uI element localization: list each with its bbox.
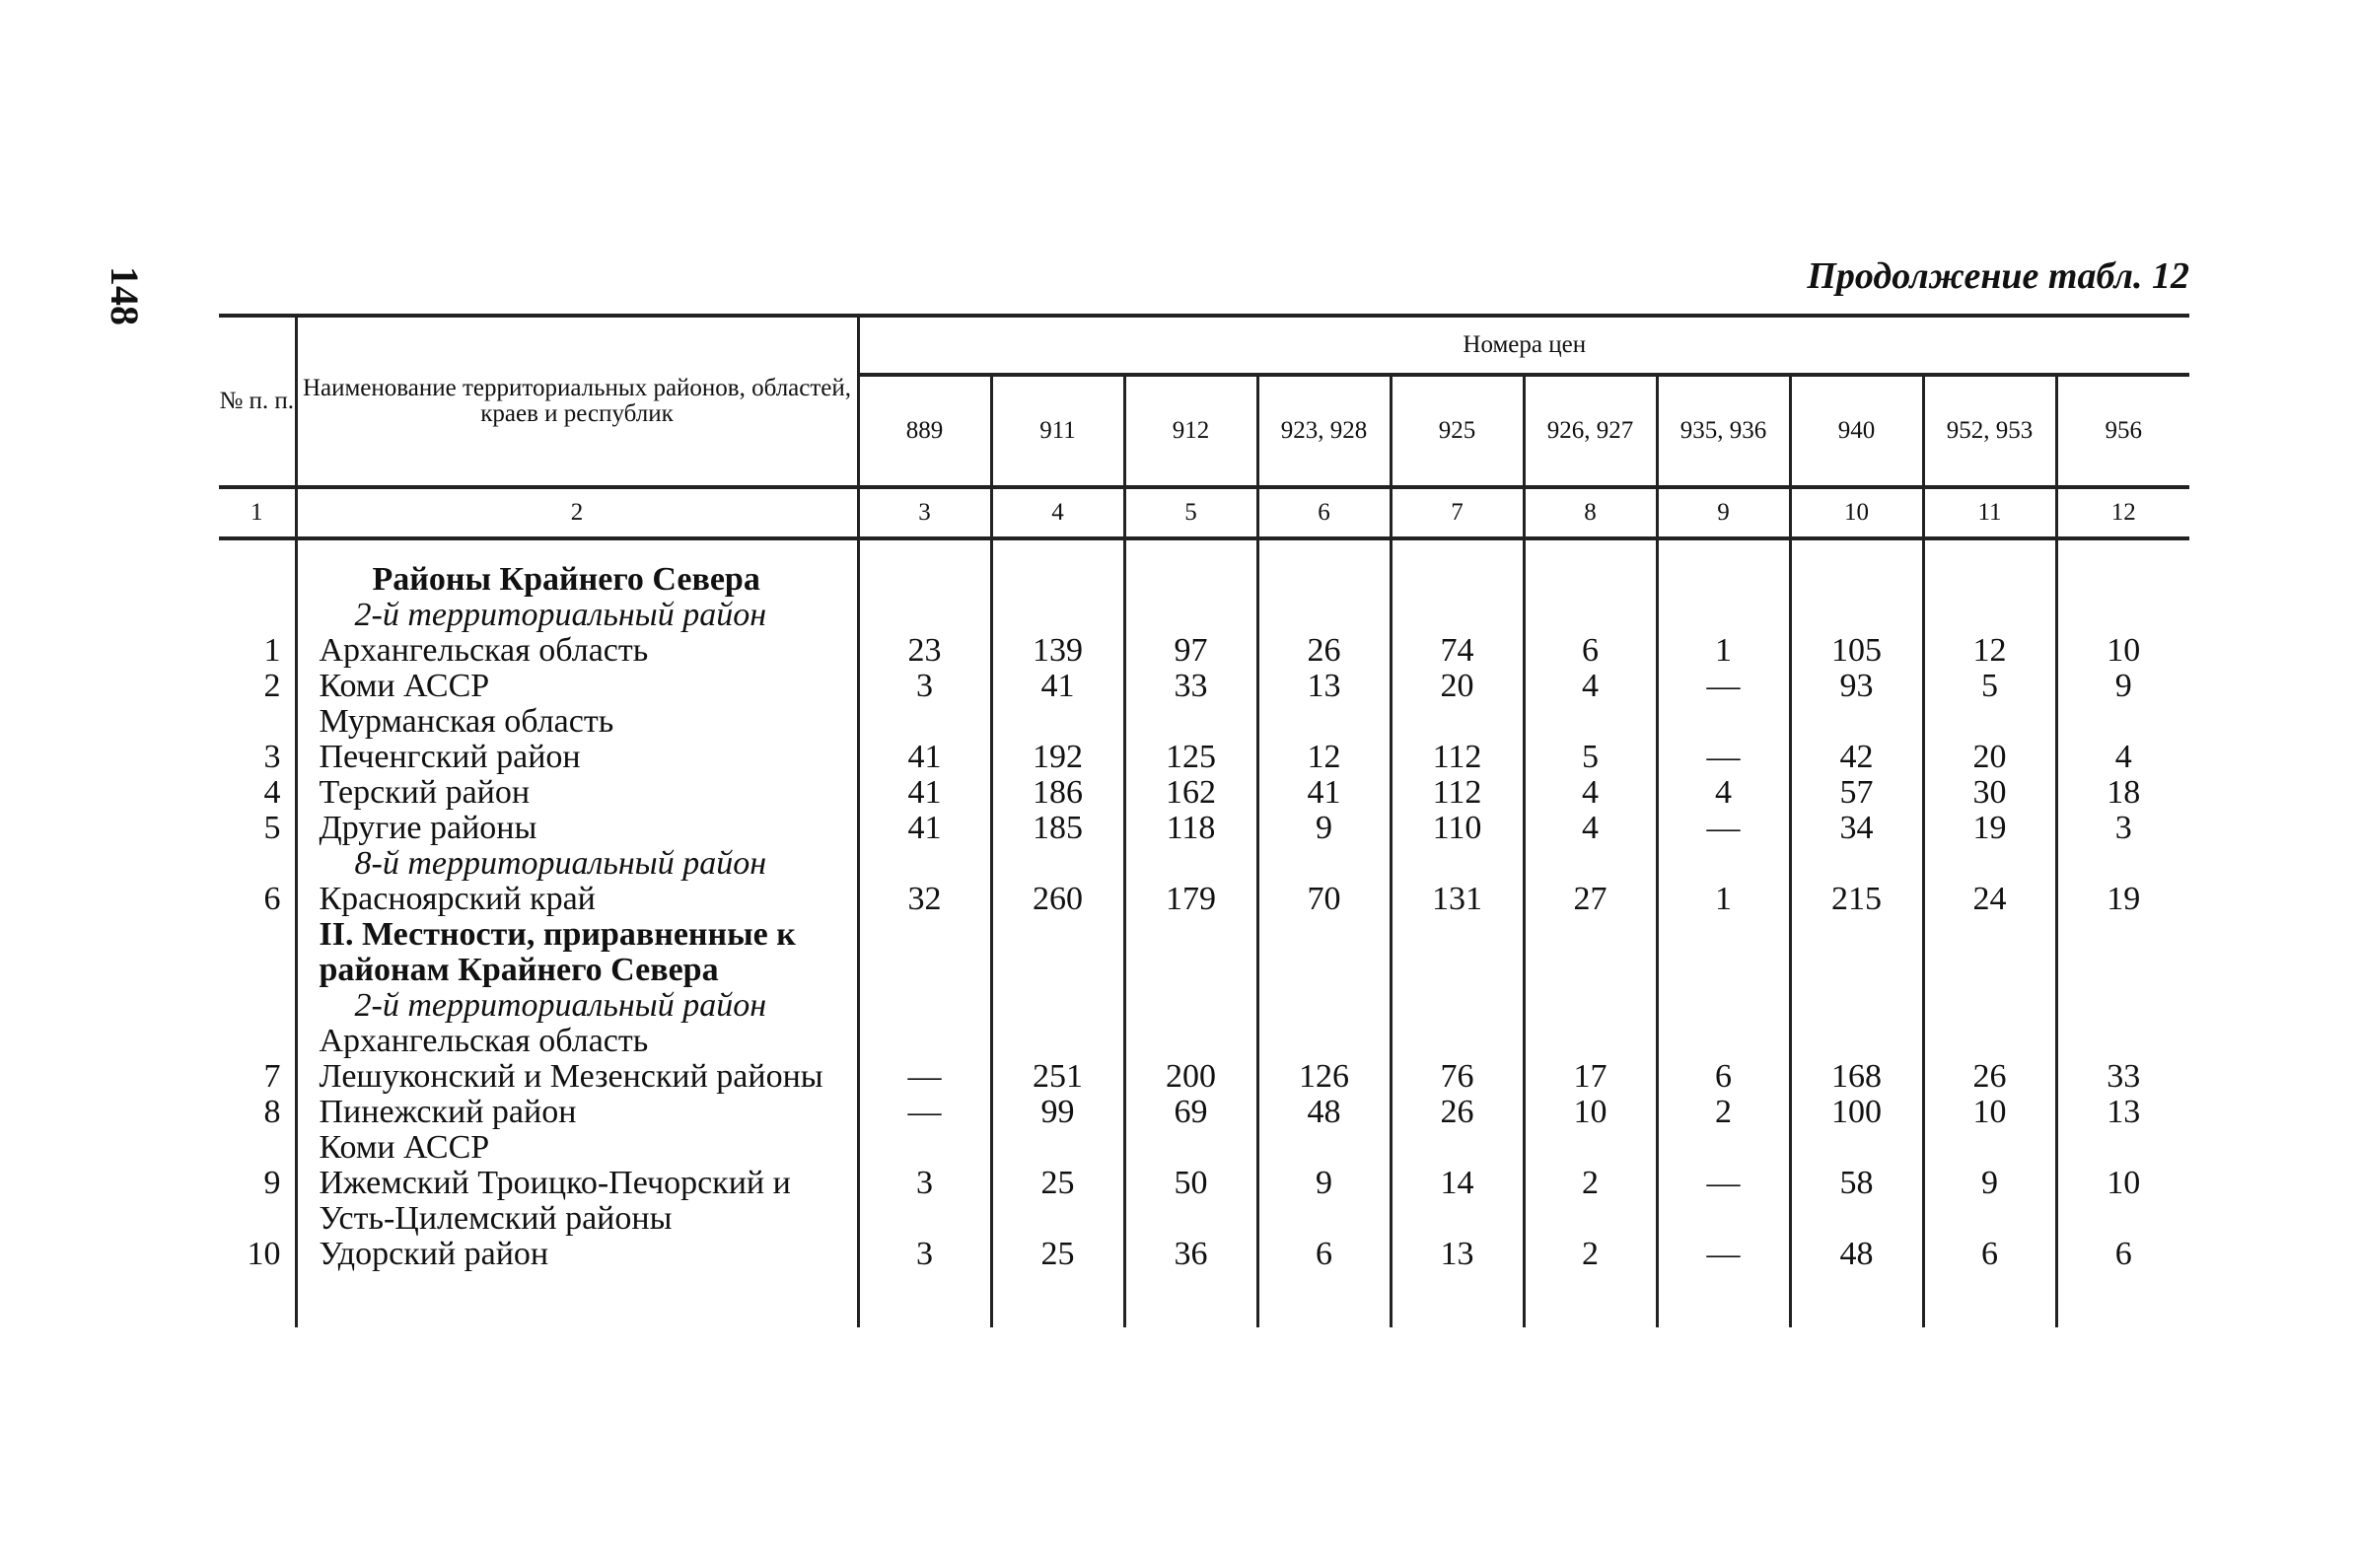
row-value: 10 [1923,1095,2056,1130]
row-value: 26 [1257,633,1391,669]
header-price-code: 926, 927 [1524,375,1657,487]
row-value-empty [1524,562,1657,598]
row-number: 2 [263,668,281,704]
row-value: 41 [858,740,991,775]
group-label: Мурманская область [296,704,858,740]
row-number-empty [219,917,296,988]
spacer-cell [296,538,858,562]
row-value-empty [991,562,1124,598]
spacer-cell [1257,538,1391,562]
table-row [219,1237,2189,1272]
row-value-empty [2056,704,2189,740]
header-price-code: 912 [1124,375,1257,487]
row-value-empty [858,704,991,740]
row-value-empty [991,988,1124,1024]
spacer-cell [219,1272,296,1327]
row-value: 4 [2056,740,2189,775]
spacer-cell [858,538,991,562]
row-number: 1 [263,632,281,669]
row-value-empty [858,917,991,988]
table-group-row [219,1024,2189,1059]
row-value: 10 [2056,1166,2189,1237]
row-value: 69 [1124,1095,1257,1130]
row-value-empty [858,846,991,882]
row-value: 186 [991,775,1124,811]
header-column-number: 3 [858,487,991,538]
row-value: 14 [1391,1166,1524,1237]
row-value-empty [1790,562,1923,598]
row-value: 48 [1790,1237,1923,1272]
row-value: 9 [2056,669,2189,704]
row-territory-name: Лешуконский и Мезенский районы [296,1059,858,1095]
row-value-empty [858,988,991,1024]
row-value: 215 [1790,882,1923,917]
row-value: 131 [1391,882,1524,917]
row-value-empty [1124,846,1257,882]
price-table [219,314,2189,1327]
row-value: 20 [1923,740,2056,775]
row-territory-name: Пинежский район [296,1095,858,1130]
row-territory-name: Красноярский край [296,882,858,917]
row-number: 7 [263,1058,281,1095]
header-price-code: 940 [1790,375,1923,487]
row-value: 9 [1257,811,1391,846]
header-price-code: 911 [991,375,1124,487]
row-value: 33 [1124,669,1257,704]
header-column-number: 4 [991,487,1124,538]
row-value-empty [1257,988,1391,1024]
row-value-empty [1391,988,1524,1024]
row-value: 26 [1923,1059,2056,1095]
row-value: 25 [991,1237,1124,1272]
row-value: 1 [1657,633,1790,669]
row-value-empty [1257,1024,1391,1059]
row-value: 74 [1391,633,1524,669]
row-value: 6 [2056,1237,2189,1272]
spacer-cell [1657,1272,1790,1327]
spacer-cell [1391,538,1524,562]
row-value: 6 [1923,1237,2056,1272]
row-number: 9 [263,1165,281,1201]
row-value-empty [1790,704,1923,740]
row-value: 17 [1524,1059,1657,1095]
row-value-empty [1657,562,1790,598]
row-value: 3 [858,1237,991,1272]
row-value-empty [1923,988,2056,1024]
spacer-cell [1524,1272,1657,1327]
row-territory-name: Архангельская область [296,633,858,669]
header-price-code: 925 [1391,375,1524,487]
row-value-empty [1524,598,1657,633]
row-value-empty [1657,598,1790,633]
row-number-empty [219,1130,296,1166]
row-value: 6 [1257,1237,1391,1272]
header-price-code: 935, 936 [1657,375,1790,487]
header-price-code: 956 [2056,375,2189,487]
row-value: 32 [858,882,991,917]
row-value-empty [1524,988,1657,1024]
row-value-empty [1124,917,1257,988]
row-value-empty [1790,598,1923,633]
row-value-empty [1391,1130,1524,1166]
spacer-cell [2056,538,2189,562]
row-value-empty [1923,846,2056,882]
row-value: 192 [991,740,1124,775]
row-value-empty [1524,846,1657,882]
row-value: 118 [1124,811,1257,846]
row-value: — [1657,1166,1790,1237]
row-value: — [858,1059,991,1095]
row-value: 10 [2056,633,2189,669]
row-value-empty [1124,562,1257,598]
group-label: Коми АССР [296,1130,858,1166]
row-value-empty [991,917,1124,988]
row-territory-name: Удорский район [296,1237,858,1272]
row-value-empty [858,1024,991,1059]
row-value: 76 [1391,1059,1524,1095]
table-row [219,1166,2189,1237]
row-value-empty [858,1130,991,1166]
row-value-empty [1790,917,1923,988]
table-row [219,775,2189,811]
row-value-empty [1524,917,1657,988]
row-value: 34 [1790,811,1923,846]
row-value-empty [1657,704,1790,740]
row-value-empty [1257,846,1391,882]
row-value-empty [1124,704,1257,740]
row-territory-name: Коми АССР [296,669,858,704]
row-value: 2 [1524,1166,1657,1237]
header-row-number: № п. п. [219,316,296,487]
row-value: 185 [991,811,1124,846]
row-value: 200 [1124,1059,1257,1095]
table-row [219,882,2189,917]
table-row [219,811,2189,846]
row-value-empty [1923,1130,2056,1166]
spacer-cell [219,538,296,562]
row-value-empty [1923,704,2056,740]
header-column-number: 12 [2056,487,2189,538]
spacer-cell [1124,1272,1257,1327]
row-value: 27 [1524,882,1657,917]
row-value: 6 [1524,633,1657,669]
row-value-empty [1923,917,2056,988]
header-price-code: 952, 953 [1923,375,2056,487]
table-row [219,1059,2189,1095]
row-value-empty [1524,704,1657,740]
row-territory-name: Ижемский Троицко-Печорский и Усть-Цилемский районы [296,1166,858,1237]
row-value: 1 [1657,882,1790,917]
row-value: 9 [1923,1166,2056,1237]
row-value: 24 [1923,882,2056,917]
row-value-empty [1391,598,1524,633]
row-value: 9 [1257,1166,1391,1237]
row-value-empty [2056,1130,2189,1166]
row-number-empty [219,598,296,633]
row-value-empty [1257,1130,1391,1166]
row-value-empty [1124,1024,1257,1059]
header-column-number: 8 [1524,487,1657,538]
row-number-empty [219,704,296,740]
spacer-cell [1257,1272,1391,1327]
header-price-numbers: Номера цен [858,316,2189,375]
row-value-empty [1391,917,1524,988]
row-value: 139 [991,633,1124,669]
row-value-empty [1923,598,2056,633]
row-value: — [1657,740,1790,775]
table-group-row [219,562,2189,598]
row-value: 2 [1524,1237,1657,1272]
row-value: 110 [1391,811,1524,846]
row-value-empty [2056,562,2189,598]
spacer-cell [1790,1272,1923,1327]
row-value-empty [2056,598,2189,633]
row-value: 19 [2056,882,2189,917]
row-value: 19 [1923,811,2056,846]
section-title: II. Местности, приравненные к районам Крайнего Севера [296,917,858,988]
row-value: 4 [1657,775,1790,811]
row-value-empty [1657,988,1790,1024]
row-territory-name: Терский район [296,775,858,811]
row-territory-name: Печенгский район [296,740,858,775]
table-row [219,633,2189,669]
row-value-empty [2056,1024,2189,1059]
row-value: 6 [1657,1059,1790,1095]
row-value: 20 [1391,669,1524,704]
spacer-cell [858,1272,991,1327]
row-number-empty [219,846,296,882]
header-price-code: 923, 928 [1257,375,1391,487]
row-value: — [1657,1237,1790,1272]
row-number-empty [219,1024,296,1059]
spacer-row [219,1272,2189,1327]
table-group-row [219,704,2189,740]
row-value-empty [1923,562,2056,598]
row-value: 3 [858,669,991,704]
row-value-empty [2056,988,2189,1024]
row-value: 3 [2056,811,2189,846]
spacer-cell [991,1272,1124,1327]
row-value: 105 [1790,633,1923,669]
row-value-empty [1790,846,1923,882]
header-price-code: 889 [858,375,991,487]
row-value: 13 [1257,669,1391,704]
row-value: — [858,1095,991,1130]
group-label: Архангельская область [296,1024,858,1059]
row-value: 25 [991,1166,1124,1237]
row-value-empty [1923,1024,2056,1059]
row-number: 3 [263,739,281,775]
row-value: 2 [1657,1095,1790,1130]
table-row [219,1095,2189,1130]
header-column-number: 5 [1124,487,1257,538]
row-value: — [1657,811,1790,846]
table-group-row [219,988,2189,1024]
row-value-empty [991,846,1124,882]
row-value: 168 [1790,1059,1923,1095]
header-column-numbers-row [219,487,2189,538]
row-value: 112 [1391,740,1524,775]
page-number: 148 [103,266,147,325]
row-value: 4 [1524,775,1657,811]
row-value-empty [1657,1024,1790,1059]
spacer-cell [1124,538,1257,562]
row-value: 162 [1124,775,1257,811]
row-value-empty [1391,846,1524,882]
row-value: 42 [1790,740,1923,775]
spacer-cell [1391,1272,1524,1327]
row-value: 36 [1124,1237,1257,1272]
row-number: 10 [247,1236,281,1272]
row-value-empty [1657,1130,1790,1166]
row-value-empty [1257,917,1391,988]
table-group-row [219,598,2189,633]
subsection-title: 8-й территориальный район [296,846,858,882]
subsection-title: 2-й территориальный район [296,988,858,1024]
row-value-empty [1124,1130,1257,1166]
spacer-cell [991,538,1124,562]
row-value: 97 [1124,633,1257,669]
header-territory-name: Наименование территориальных районов, областей, краев и республик [296,316,858,487]
row-value-empty [991,704,1124,740]
row-number: 6 [263,881,281,917]
row-value-empty [1657,917,1790,988]
row-value: 57 [1790,775,1923,811]
row-number: 8 [263,1094,281,1130]
table-group-row [219,846,2189,882]
header-column-number: 9 [1657,487,1790,538]
row-value: 12 [1257,740,1391,775]
row-value: 251 [991,1059,1124,1095]
header-column-number: 10 [1790,487,1923,538]
row-value: 5 [1923,669,2056,704]
row-value: 260 [991,882,1124,917]
row-number: 5 [263,810,281,846]
row-value: 126 [1257,1059,1391,1095]
table-continuation-caption: Продолжение табл. 12 [1807,255,2189,297]
row-value-empty [1790,1130,1923,1166]
row-value-empty [991,1130,1124,1166]
row-value: 58 [1790,1166,1923,1237]
row-value: 23 [858,633,991,669]
row-value-empty [1257,598,1391,633]
row-value: 18 [2056,775,2189,811]
row-value-empty [1391,704,1524,740]
row-value: 10 [1524,1095,1657,1130]
row-value: 3 [858,1166,991,1237]
row-value: 13 [1391,1237,1524,1272]
spacer-cell [296,1272,858,1327]
row-value: 99 [991,1095,1124,1130]
row-value: 70 [1257,882,1391,917]
row-value: 93 [1790,669,1923,704]
row-value: 50 [1124,1166,1257,1237]
row-value-empty [1524,1130,1657,1166]
row-value: 33 [2056,1059,2189,1095]
table-group-row [219,1130,2189,1166]
row-value-empty [991,1024,1124,1059]
section-title: Районы Крайнего Севера [296,562,858,598]
row-number: 4 [263,774,281,811]
spacer-cell [1923,538,2056,562]
row-value-empty [1257,562,1391,598]
spacer-cell [1657,538,1790,562]
row-value-empty [2056,917,2189,988]
row-value: 112 [1391,775,1524,811]
header-column-number: 6 [1257,487,1391,538]
spacer-cell [1790,538,1923,562]
row-value-empty [1257,704,1391,740]
row-value-empty [1657,846,1790,882]
row-value: 41 [858,811,991,846]
row-value-empty [1124,988,1257,1024]
row-value-empty [1391,562,1524,598]
row-value-empty [858,562,991,598]
spacer-cell [2056,1272,2189,1327]
table-body [219,538,2189,1327]
table-group-row [219,917,2189,988]
table-header [219,316,2189,538]
row-value-empty [1524,1024,1657,1059]
row-value-empty [1790,1024,1923,1059]
row-number-empty [219,562,296,598]
row-value-empty [2056,846,2189,882]
row-value: 5 [1524,740,1657,775]
row-value: 48 [1257,1095,1391,1130]
spacer-cell [1923,1272,2056,1327]
row-value: 41 [1257,775,1391,811]
row-value: — [1657,669,1790,704]
row-value-empty [858,598,991,633]
row-value: 30 [1923,775,2056,811]
subsection-title: 2-й территориальный район [296,598,858,633]
row-value: 26 [1391,1095,1524,1130]
row-value: 100 [1790,1095,1923,1130]
table-row [219,740,2189,775]
header-column-number: 7 [1391,487,1524,538]
row-value: 41 [858,775,991,811]
row-value: 4 [1524,669,1657,704]
row-value-empty [1124,598,1257,633]
row-value: 125 [1124,740,1257,775]
row-value: 179 [1124,882,1257,917]
row-number-empty [219,988,296,1024]
row-value: 41 [991,669,1124,704]
header-column-number: 1 [219,487,296,538]
table-row [219,669,2189,704]
row-value-empty [1391,1024,1524,1059]
header-column-number: 11 [1923,487,2056,538]
row-value: 4 [1524,811,1657,846]
spacer-row [219,538,2189,562]
row-value-empty [991,598,1124,633]
row-territory-name: Другие районы [296,811,858,846]
row-value: 13 [2056,1095,2189,1130]
header-column-number: 2 [296,487,858,538]
row-value: 12 [1923,633,2056,669]
spacer-cell [1524,538,1657,562]
row-value-empty [1790,988,1923,1024]
